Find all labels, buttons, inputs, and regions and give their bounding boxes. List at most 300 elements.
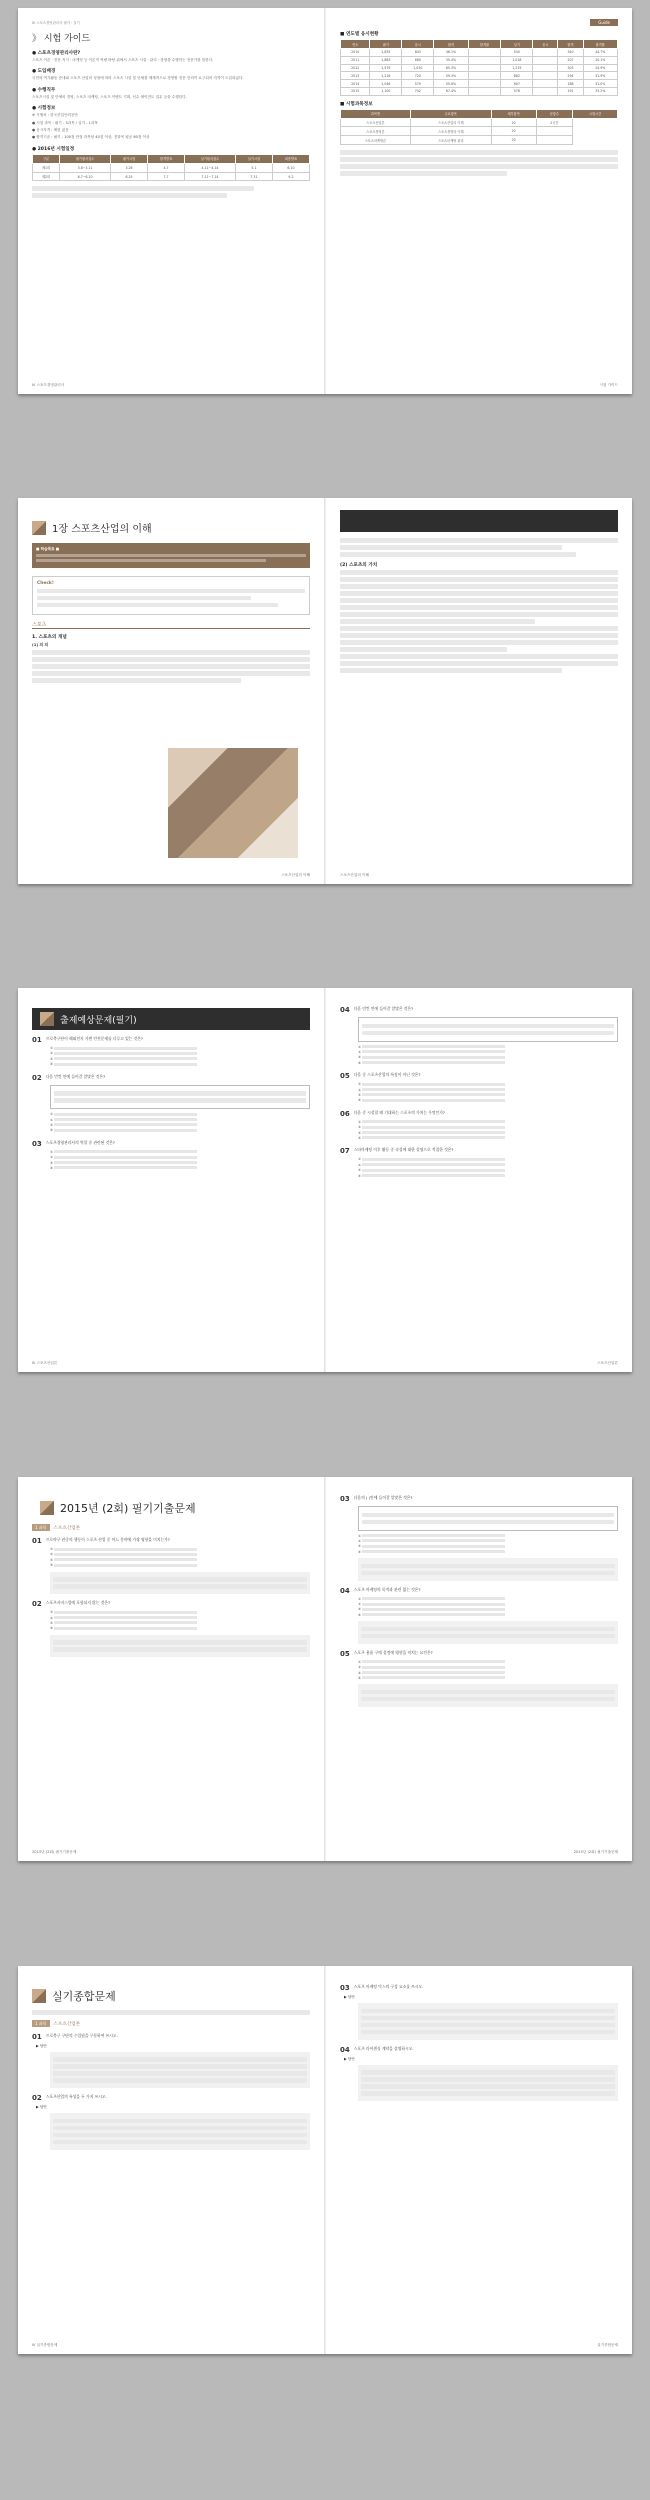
footer-text: 실기종합문제 (597, 2343, 618, 2347)
option-marker: ③ (358, 1607, 363, 1612)
question-list-right (340, 1006, 618, 1179)
option-marker: ④ (358, 1098, 363, 1103)
text-line (361, 2016, 615, 2021)
table-cell: 스포츠산업의 이해 (410, 118, 491, 127)
question-row (340, 1147, 618, 1155)
schedule-table (32, 154, 310, 182)
question-list-left (32, 2033, 310, 2150)
question (340, 1110, 618, 1142)
option-line (362, 1550, 505, 1553)
table-cell: 607 (501, 80, 533, 88)
question-number: 01 (32, 2032, 42, 2041)
table-row (341, 64, 618, 72)
table-cell (536, 136, 572, 145)
check-box (32, 576, 310, 615)
option-marker: ④ (50, 1626, 55, 1631)
question-row (340, 1495, 618, 1503)
question-number: 03 (32, 1139, 42, 1148)
option-line (362, 1158, 505, 1161)
subject-badge: 1 과목 (32, 2020, 50, 2027)
answer-label: ▶ 답안 (36, 2105, 47, 2109)
table-cell: 스포츠마케팅 관리 (410, 136, 491, 145)
question-row (32, 1140, 310, 1148)
option-line (362, 1120, 505, 1123)
option-marker: ④ (358, 1060, 363, 1065)
question-text: 스포츠 마케팅 믹스의 구성 요소를 쓰시오. (353, 1984, 424, 1989)
table-cell: 스포츠산업론 (341, 118, 411, 127)
footer-text: 2015년 (2회) 필기기출문제 (573, 1850, 618, 1854)
table-cell: 1,219 (501, 64, 533, 72)
table-cell: 882 (501, 72, 533, 80)
option-marker: ① (50, 1112, 55, 1117)
table-cell (468, 56, 501, 64)
answer-box (50, 2113, 310, 2150)
table-cell: 3.26 (111, 163, 148, 172)
table-cell: 20 (491, 118, 536, 127)
question-text: 다음 빈칸 안에 들어갈 알맞은 것은? (353, 1006, 414, 1011)
answer-label: ▶ 답안 (344, 1995, 355, 1999)
page-right (326, 988, 632, 1372)
section-heading: ● 도입배경 (32, 69, 56, 75)
text-line (53, 2119, 307, 2124)
guide-tab: Guide (590, 19, 618, 26)
option-line (54, 1548, 197, 1551)
text-line (361, 1627, 615, 1632)
text-line (54, 1091, 306, 1096)
text-line (361, 2091, 615, 2096)
option-line (54, 1616, 197, 1619)
table-cell (533, 64, 558, 72)
table-cell: 660 (402, 56, 434, 64)
question (32, 2033, 310, 2089)
table-cell: 33.2% (583, 87, 617, 95)
table-row (341, 72, 618, 80)
question (32, 1537, 310, 1594)
question-number: 06 (340, 1109, 350, 1118)
section-heading: ● 스포츠경영관리사란? (32, 51, 81, 56)
table-header: 시험시간 (573, 109, 618, 118)
question-number: 01 (32, 1036, 42, 1044)
table-header: 실기시험 (235, 154, 272, 163)
answer-label: ▶ 답안 (344, 2056, 355, 2061)
question-text: 다음 중 시설할 때 기대하는 스포츠의 가치는 무엇인가? (353, 1109, 445, 1115)
option-marker: ③ (358, 1544, 363, 1549)
question (32, 2094, 310, 2150)
option-marker: ② (358, 1125, 363, 1130)
page-right (326, 498, 632, 884)
question-number: 02 (32, 1073, 42, 1082)
section-body: 스포츠시설 및 단체의 경영, 스포츠 마케팅, 스포츠 이벤트 기획, 선수 에이전트 업무 등을 수행한다. (32, 94, 187, 99)
question-list-right (340, 1495, 618, 1707)
option-line (362, 1056, 505, 1059)
text-line (53, 2064, 307, 2069)
text-line (362, 1520, 614, 1525)
question-text: 프로축구단이 해외전지 가면 안전문제를 다루고 있는 것은? (45, 1036, 144, 1041)
stats-heading: ■ 연도별 응시현황 (340, 32, 379, 37)
footer-text: Ⅳ 실기종합문제 (32, 2343, 58, 2347)
option-line (362, 1088, 505, 1091)
question-row (340, 1650, 618, 1658)
option-line (54, 1118, 197, 1121)
table-cell: 1,030 (402, 64, 434, 72)
option-line (362, 1083, 505, 1086)
option (358, 1098, 618, 1103)
table-cell: 44.7% (583, 49, 617, 57)
table-cell: 7.7 (148, 172, 185, 181)
question-number: 03 (340, 1495, 350, 1503)
section-body: ※ 시행처 : 한국산업인력공단 (32, 113, 78, 118)
option (358, 1613, 618, 1618)
table-cell: 스포츠경영의 이해 (410, 127, 491, 136)
question-number: 05 (340, 1649, 350, 1658)
answer-label: ▶ 답안 (36, 2043, 47, 2048)
learning-goals (32, 543, 310, 568)
table-header: 합격률 (468, 40, 501, 49)
option-line (362, 1169, 505, 1172)
option-line (54, 1150, 197, 1153)
explanation (358, 1621, 618, 1644)
question-text: 프로축구 구단의 수입원을 구분하여 쓰시오. (45, 2032, 118, 2038)
question-number: 04 (340, 1006, 350, 1014)
question-text: 스포츠경영관리사의 역할 중 관련된 것은? (45, 1139, 115, 1145)
page-footer (32, 873, 310, 878)
question-text: 프로야구 관중의 행동이 스포츠 산업 중 어느 분야에 가장 영향을 미치는가? (45, 1537, 170, 1542)
explanation (358, 1684, 618, 1707)
subject-title: 스포츠산업론 (53, 2021, 81, 2027)
option-marker: ④ (50, 1062, 55, 1067)
footer-text: Ⅳ 스포츠경영관리사 (32, 383, 65, 387)
question-row (340, 1984, 618, 1992)
page-footer (340, 1361, 618, 1366)
question-row (340, 1006, 618, 1014)
text-line (361, 2009, 615, 2014)
section-heading: ● 시험정보 (32, 106, 56, 112)
table-header: 최종발표 (272, 154, 309, 163)
text-line (53, 1640, 307, 1645)
option-marker: ① (358, 1533, 363, 1538)
question-number: 03 (340, 1984, 350, 1992)
option-marker: ① (358, 1157, 363, 1162)
table-cell: 720 (402, 72, 434, 80)
table-cell: 1,863 (370, 56, 402, 64)
option (50, 1166, 310, 1171)
question-number: 05 (340, 1072, 350, 1081)
option-line (54, 1113, 197, 1116)
text-line (53, 1577, 307, 1582)
banner-title: 2015년 (2회) 필기기출문제 (60, 1502, 196, 1515)
option (358, 1061, 618, 1066)
text-line (361, 2077, 615, 2082)
table-cell: 4.7 (148, 163, 185, 172)
page-footer (32, 2343, 310, 2348)
spread-chapter1 (18, 498, 632, 884)
option-line (362, 1131, 505, 1134)
table-cell (536, 127, 572, 136)
option-marker: ② (50, 1051, 55, 1056)
subsection-title: (2) 스포츠의 가치 (340, 562, 378, 568)
question-row (32, 1036, 310, 1044)
text-line (362, 1031, 614, 1036)
page-footer (32, 1361, 310, 1366)
option-line (54, 1063, 197, 1066)
question-number: 04 (340, 1586, 350, 1595)
table-header: 합격 (434, 40, 468, 49)
table-cell: 2015 (341, 87, 370, 95)
footer-text: 스포츠산업론 (597, 1361, 618, 1365)
table-cell: 576 (501, 87, 533, 95)
option-marker: ① (358, 1659, 363, 1664)
table-cell (533, 87, 558, 95)
question (340, 2046, 618, 2102)
table-cell: 스포츠마케팅론 (341, 136, 411, 145)
table-cell: 67.4% (434, 87, 468, 95)
table-cell: 46.1% (434, 49, 468, 57)
option-marker: ③ (50, 1122, 55, 1127)
option-line (362, 1545, 505, 1548)
option-marker: ① (50, 1610, 55, 1615)
question-row (32, 1074, 310, 1082)
question-text: 스포츠서비스업에 포함되지 않는 것은? (45, 1600, 111, 1606)
table-cell (468, 72, 501, 80)
table-cell: 540 (501, 49, 533, 57)
table-cell (533, 80, 558, 88)
option-line (362, 1050, 505, 1053)
table-cell: 1,046 (370, 80, 402, 88)
table-cell (533, 49, 558, 57)
table-cell: 65.3% (434, 64, 468, 72)
decorative-cubes (168, 748, 298, 858)
table-header: 과목명 (341, 109, 411, 118)
question-row (32, 1537, 310, 1545)
text-line (361, 1634, 615, 1639)
table-cell: 55.6% (434, 80, 468, 88)
option (358, 1676, 618, 1681)
text-line (53, 2057, 307, 2062)
table-cell: 2011 (341, 56, 370, 64)
explanation (50, 1635, 310, 1658)
page-footer (340, 1850, 618, 1855)
page-left (18, 8, 324, 394)
section-body: 스포츠 이론 · 전문 지식 · 마케팅 등 이론적 역량 바탕 위에서 스포츠 시설 · 관리 · 경영을 수행하는 전문가를 말한다. (32, 58, 214, 62)
chapter-title: 1장 스포츠산업의 이해 (52, 524, 152, 535)
option-line (362, 1045, 505, 1048)
table-row (341, 118, 618, 127)
option-line (54, 1627, 197, 1630)
text-line (361, 2070, 615, 2075)
table-cell (468, 64, 501, 72)
exam-info-line: ● 응시자격 : 제한 없음 (32, 128, 69, 133)
option-line (362, 1136, 505, 1139)
option-marker: ③ (358, 1055, 363, 1060)
table-cell: 1,216 (370, 72, 402, 80)
option-marker: ② (358, 1538, 363, 1543)
page-footer (340, 2343, 618, 2348)
page-left (18, 988, 324, 1372)
text-line (54, 1098, 306, 1103)
text-line (362, 1513, 614, 1518)
option-marker: ③ (50, 1557, 55, 1562)
page-footer (340, 383, 618, 388)
answer-box (358, 2065, 618, 2102)
question (32, 1140, 310, 1172)
running-header (32, 20, 310, 25)
page-title: 실기종합문제 (52, 1990, 116, 2003)
option-line (54, 1166, 197, 1169)
table-cell: 303 (558, 64, 583, 72)
table-cell (533, 72, 558, 80)
option-line (362, 1613, 505, 1616)
question-text: 스포츠 용품 구매 결정에 영향을 미치는 요인은? (353, 1649, 433, 1655)
answer-box (358, 2003, 618, 2040)
spread-practical (18, 1966, 632, 2354)
table-cell: 31.9% (583, 72, 617, 80)
page-footer (340, 873, 618, 878)
table-cell (468, 80, 501, 88)
option-line (362, 1603, 505, 1606)
option-marker: ④ (358, 1612, 363, 1617)
text-line (53, 1584, 307, 1589)
option-marker: ② (50, 1155, 55, 1160)
option-marker: ① (50, 1547, 55, 1551)
option-marker: ② (50, 1117, 55, 1122)
table-row (341, 80, 618, 88)
subsection-item: (1) 의 의 (32, 641, 49, 647)
spread-expected-questions (18, 988, 632, 1372)
subject-badge: 1 과목 (32, 1524, 50, 1531)
page-right (326, 1966, 632, 2354)
table-cell: 1,018 (501, 56, 533, 64)
table-cell: 6.7~6.10 (60, 172, 111, 181)
table-header: 합격률 (583, 40, 617, 49)
page-footer (32, 383, 310, 388)
option-line (54, 1558, 197, 1561)
option-line (54, 1123, 197, 1126)
table-cell: 4.11~4.14 (185, 163, 236, 172)
page-right (326, 1477, 632, 1861)
table-cell: 1,579 (370, 64, 402, 72)
option-line (362, 1666, 505, 1669)
table-cell: 1,835 (370, 49, 402, 57)
option-marker: ① (50, 1046, 55, 1050)
table-header: 합격발표 (148, 154, 185, 163)
text-line (362, 1024, 614, 1029)
footer-text: 2015년 (2회) 필기기출문제 (32, 1850, 77, 1854)
section-banner (32, 1008, 310, 1030)
table-cell: 31.0% (583, 80, 617, 88)
table-cell: 2014 (341, 80, 370, 88)
table-cell: 7.31 (235, 172, 272, 181)
table-header: 실기원서접수 (185, 154, 236, 163)
cube-icon (40, 1501, 54, 1515)
header-bar (340, 510, 618, 532)
text-line (53, 2140, 307, 2145)
table-row (33, 163, 310, 172)
table-cell: 843 (402, 49, 434, 57)
option-marker: ③ (50, 1620, 55, 1625)
question (340, 1587, 618, 1644)
section-body: 국민의 여가활동 증대와 스포츠 산업의 성장에 따라 스포츠 시설 및 단체를 체계적으로 경영할 전문 인력이 요구되어 자격이 도입되었다. (32, 76, 244, 81)
footer-text: Ⅳ 스포츠산업론 (32, 1361, 58, 1365)
text-line (361, 1690, 615, 1695)
answer-box (50, 2052, 310, 2089)
outline-table (340, 109, 618, 145)
text-line (361, 1571, 615, 1576)
option-line (362, 1163, 505, 1166)
table-cell: 340 (558, 49, 583, 57)
spread-exam-guide (18, 8, 632, 394)
table-cell: 스포츠경영론 (341, 127, 411, 136)
cube-icon (40, 1012, 54, 1026)
question (340, 1072, 618, 1104)
option-marker: ④ (50, 1128, 55, 1133)
option-marker: ② (50, 1615, 55, 1620)
exam-info (32, 121, 310, 141)
option-marker: ② (358, 1602, 363, 1607)
option-line (362, 1539, 505, 1542)
option-marker: ① (358, 1044, 363, 1049)
table-cell: 742 (402, 87, 434, 95)
guide-sections (32, 50, 310, 119)
option (50, 1626, 310, 1631)
table-cell: 20 (491, 136, 536, 145)
option (358, 1174, 618, 1179)
footer-text: 스포츠산업의 이해 (340, 873, 369, 877)
option-marker: ③ (358, 1092, 363, 1097)
table-header: 합격 (558, 40, 583, 49)
table-header: 구분 (33, 154, 60, 163)
footer-text: 스포츠산업의 이해 (281, 873, 310, 877)
question (340, 1650, 618, 1707)
question-text: 스타마케팅 이후 활동 중 속성에 대한 설명으로 적절한 것은? (353, 1147, 454, 1153)
cube-icon (32, 521, 46, 535)
question-text: 스포츠 라이센싱 계약을 설명하시오. (353, 2045, 414, 2051)
question (32, 1600, 310, 1657)
question-row (32, 1600, 310, 1608)
running-title: Ⅳ 스포츠경영관리사 필기 · 실기 (32, 21, 80, 25)
table-header: 필기시험 (111, 154, 148, 163)
option-line (54, 1057, 197, 1060)
table-cell: 207 (558, 56, 583, 64)
question-box (50, 1085, 310, 1110)
option-marker: ④ (50, 1563, 55, 1568)
section-title: 스포츠 (32, 621, 310, 629)
text-line (361, 2084, 615, 2089)
table-cell (533, 56, 558, 64)
option-line (54, 1161, 197, 1164)
option-line (362, 1061, 505, 1064)
table-cell: 1,100 (370, 87, 402, 95)
table-cell: 7.11~7.14 (185, 172, 236, 181)
table-cell: 3.8~3.11 (60, 163, 111, 172)
table-row (341, 127, 618, 136)
banner-title: 출제예상문제(필기) (60, 1015, 137, 1026)
table-row (341, 49, 618, 57)
option-marker: ④ (358, 1135, 363, 1140)
explanation (358, 1558, 618, 1581)
option-marker: ④ (358, 1675, 363, 1680)
option-marker: ④ (358, 1173, 363, 1178)
table-cell: 191 (558, 87, 583, 95)
table-row (33, 172, 310, 181)
question-list-right (340, 1984, 618, 2101)
option-marker: ① (50, 1149, 55, 1154)
option-line (362, 1099, 505, 1102)
option-marker: ② (358, 1087, 363, 1092)
table-cell: 5.1 (235, 163, 272, 172)
table-header: 주요항목 (410, 109, 491, 118)
table-header: 필기원서접수 (60, 154, 111, 163)
table-row (341, 136, 618, 145)
